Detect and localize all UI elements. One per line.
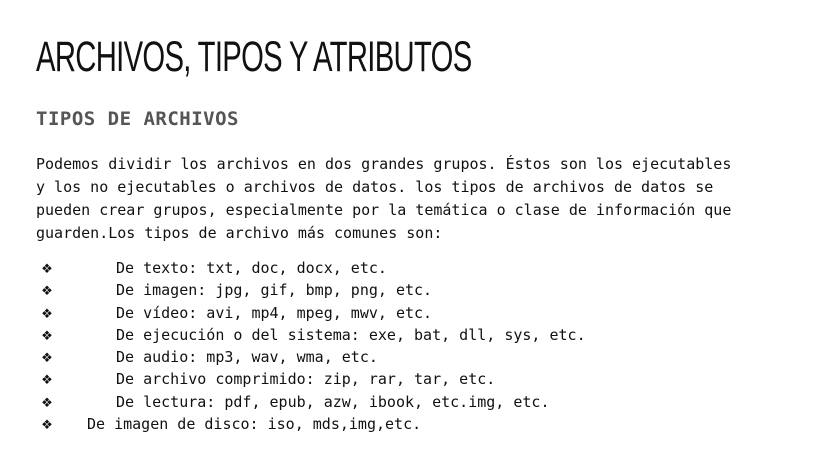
- list-item: [36, 391, 550, 413]
- list-item: [36, 279, 433, 301]
- list-item: [36, 324, 586, 346]
- list-item: [36, 413, 422, 435]
- list-item: [36, 302, 433, 324]
- list-item-text: De texto: txt, doc, docx, etc.: [116, 259, 387, 277]
- intro-paragraph: Podemos dividir los archivos en dos grandes grupos. Éstos son los ejecutables y los no ejecutables o archivos de datos. los tipos de archivos de datos se pueden crear grupos, especialmente por la temática o clase de información que guarden.Los tipos de archivo más comunes son:: [36, 155, 732, 242]
- diamond-bullet-icon: ❖: [41, 395, 53, 411]
- diamond-bullet-icon: ❖: [41, 418, 53, 434]
- diamond-bullet-icon: ❖: [41, 373, 53, 389]
- list-item: [36, 257, 387, 279]
- diamond-bullet-icon: ❖: [41, 351, 53, 367]
- page-title: ARCHIVOS, TIPOS Y ATRIBUTOS: [36, 33, 472, 81]
- file-types-list: [36, 257, 586, 435]
- list-item-text: De imagen de disco: iso, mds,img,etc.: [87, 415, 422, 434]
- intro-paragraph-container: [36, 153, 796, 245]
- diamond-bullet-icon: ❖: [41, 284, 53, 300]
- diamond-bullet-icon: ❖: [41, 328, 53, 344]
- list-item-text: De ejecución o del sistema: exe, bat, dll, sys, etc.: [116, 325, 586, 344]
- diamond-bullet-icon: ❖: [41, 306, 53, 322]
- list-item-text: De vídeo: avi, mp4, mpeg, mwv, etc.: [116, 303, 433, 322]
- list-item-text: De archivo comprimido: zip, rar, tar, etc.: [116, 370, 496, 389]
- section-heading: TIPOS DE ARCHIVOS: [36, 108, 239, 130]
- list-item-text: De audio: mp3, wav, wma, etc.: [116, 348, 378, 367]
- list-item-text: De lectura: pdf, epub, azw, ibook, etc.img, etc.: [116, 392, 550, 411]
- list-item: [36, 346, 378, 368]
- list-item-text: De imagen: jpg, gif, bmp, png, etc.: [116, 281, 433, 300]
- diamond-bullet-icon: ❖: [41, 262, 53, 277]
- list-item: [36, 368, 496, 390]
